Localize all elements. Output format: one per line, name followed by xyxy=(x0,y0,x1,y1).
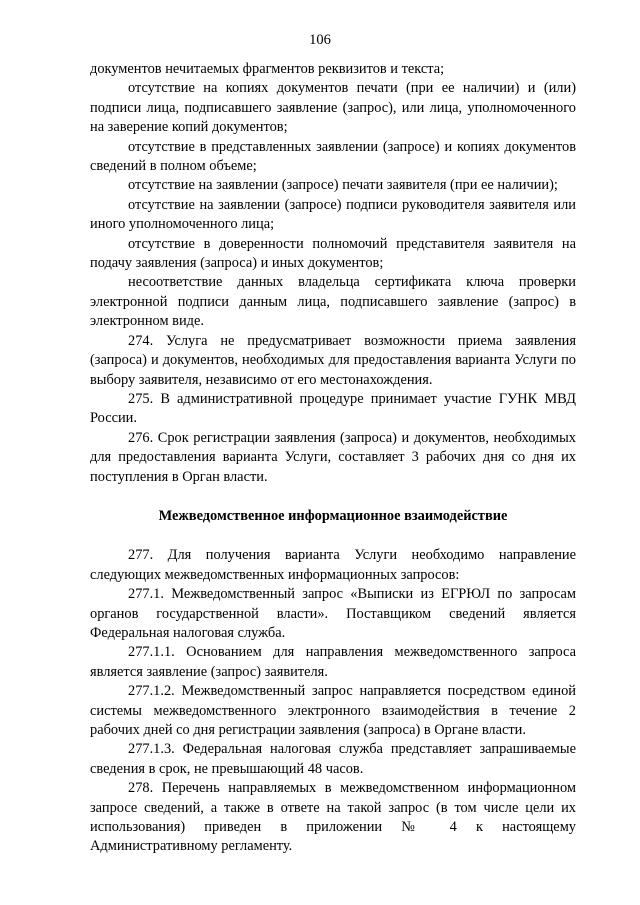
paragraph: 276. Срок регистрации заявления (запроса) и документов, необходимых для предоставления варианта Услуги, составляет 3 рабочих дня со дня их поступления в Орган власти. xyxy=(90,429,576,485)
paragraph: отсутствие на копиях документов печати (при ее наличии) и (или) подписи лица, подписавшего заявление (запрос), или лица, уполномоченного на заверение копий документов; xyxy=(90,80,576,136)
paragraph: 277. Для получения варианта Услуги необходимо направление следующих межведомственных информационных запросов: xyxy=(90,547,576,583)
paragraph: отсутствие на заявлении (запросе) печати заявителя (при ее наличии); xyxy=(128,177,558,194)
paragraph: 277.1. Межведомственный запрос «Выписки из ЕГРЮЛ по запросам органов государственной власти». Поставщиком сведений является Федеральная налоговая служба. xyxy=(90,586,576,641)
document-body xyxy=(90,60,576,857)
paragraph: отсутствие на заявлении (запросе) подписи руководителя заявителя или иного уполномоченного лица; xyxy=(90,196,576,233)
paragraph: 277.1.3. Федеральная налоговая служба представляет запрашиваемые сведения в срок, не превышающий 48 часов. xyxy=(90,741,576,777)
paragraph: 277.1.1. Основанием для направления межведомственного запроса является заявление (запрос) заявителя. xyxy=(90,644,576,680)
paragraph: 275. В административной процедуре принимает участие ГУНК МВД России. xyxy=(90,390,576,427)
paragraph: 274. Услуга не предусматривает возможности приема заявления (запроса) и документов, необходимых для предоставления варианта Услуги по выбору заявителя, независимо от его местонахождения. xyxy=(90,332,576,388)
paragraph: документов нечитаемых фрагментов реквизитов и текста; xyxy=(90,61,445,77)
paragraph: отсутствие в представленных заявлении (запросе) и копиях документов сведений в полном объеме; xyxy=(90,138,576,175)
paragraph: 278. Перечень направляемых в межведомственном информационном запросе сведений, а также в ответе на такой запрос (в том числе цели их использования) приведен в приложении № 4 к настоящему Административному регламенту. xyxy=(90,780,576,855)
paragraph: 277.1.2. Межведомственный запрос направляется посредством единой системы межведомственного электронного взаимодействия в течение 2 рабочих дней со дня регистрации заявления (запроса) в Органе власти. xyxy=(90,683,576,738)
page-number: 106 xyxy=(309,32,331,48)
section-heading: Межведомственное информационное взаимодействие xyxy=(158,507,508,524)
paragraph: несоответствие данных владельца сертификата ключа проверки электронной подписи данным лица, подписавшего заявление (запрос) в электронном виде. xyxy=(90,274,576,330)
paragraph: отсутствие в доверенности полномочий представителя заявителя на подачу заявления (запроса) и иных документов; xyxy=(90,235,576,272)
